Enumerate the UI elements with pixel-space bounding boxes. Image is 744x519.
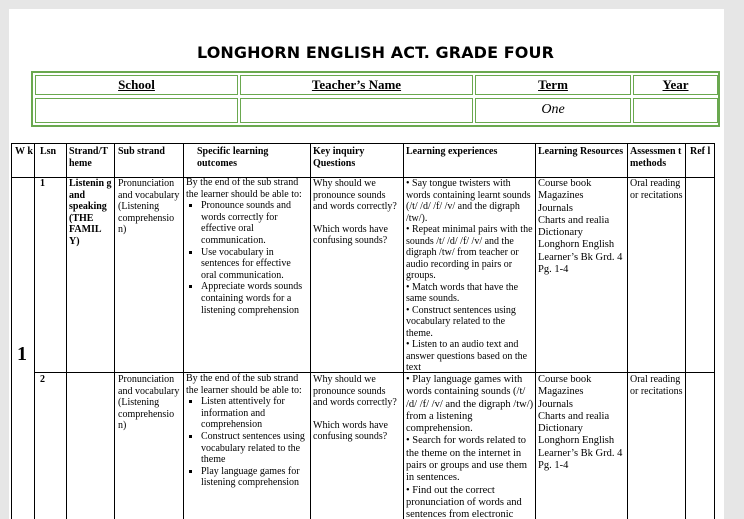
row2-outcome: ▪ Play language games for listening comprehension <box>201 466 308 489</box>
school-value[interactable] <box>35 98 238 123</box>
header-experiences: Learning experiences <box>406 146 498 157</box>
info-table <box>31 71 720 127</box>
document-title: LONGHORN ENGLISH ACT. GRADE FOUR <box>196 43 555 62</box>
row2-resource: Longhorn English Learner’s Bk Grd. 4 Pg. 1-4 <box>538 435 623 472</box>
document-page <box>9 9 724 519</box>
row2-resource: Dictionary <box>538 423 583 435</box>
row2-inquiry <box>313 374 401 443</box>
row2-resource: Journals <box>538 398 573 410</box>
header-week: W k <box>15 146 33 157</box>
row1-outcome: ▪ Pronounce sounds and words correctly for effective oral communication. <box>201 200 308 246</box>
row2-resource: Course book <box>538 374 592 385</box>
row1-resources <box>538 178 626 276</box>
row1-experience: • Repeat minimal pairs with the sounds /t/ /d/ /f/ /v/ and the digraph /tw/ from teacher or audio recording in pairs or groups. <box>406 224 533 281</box>
teacher-name-value[interactable] <box>240 98 473 123</box>
header-sub-strand: Sub strand <box>118 146 165 157</box>
row1-experience: • Construct sentences using vocabulary related to the theme. <box>406 304 516 339</box>
row1-inquiry-q2: Which words have confusing sounds? <box>313 223 388 247</box>
header-strand: Strand/T heme <box>69 146 108 169</box>
row1-resource: Magazines <box>538 190 584 202</box>
row1-lesson: 1 <box>40 178 45 189</box>
header-resources: Learning Resources <box>538 146 624 157</box>
row2-outcome: ▪ Construct sentences using vocabulary related to the theme <box>201 431 308 466</box>
header-outcomes: Specific learning outcomes <box>197 146 269 169</box>
header-assessment: Assessmen t methods <box>630 146 682 169</box>
row1-resource: Charts and realia <box>538 214 610 226</box>
row1-resource: Dictionary <box>538 227 583 239</box>
row2-resources <box>538 374 626 472</box>
term-header: Term <box>475 75 631 95</box>
week-number: 1 <box>17 343 27 365</box>
row1-resource: Journals <box>538 202 573 214</box>
row2-experiences <box>406 374 534 519</box>
row2-experience: • Search for words related to the theme on the internet in pairs or groups and use them in sentences. <box>406 435 528 484</box>
header-lesson: Lsn <box>40 146 57 157</box>
row2-outcomes <box>186 373 308 489</box>
row1-experiences <box>406 178 534 374</box>
row1-outcome: ▪ Appreciate words sounds containing words for a listening comprehension <box>201 281 308 316</box>
row1-outcomes <box>186 177 308 316</box>
row2-assessment: Oral reading or recitations <box>630 374 683 397</box>
row1-outcome: ▪ Use vocabulary in sentences for effective oral communication. <box>201 247 308 282</box>
row1-assessment: Oral reading or recitations <box>630 178 683 201</box>
row2-inquiry-q2: Which words have confusing sounds? <box>313 419 388 443</box>
row1-resource: Longhorn English Learner’s Bk Grd. 4 Pg. 1-4 <box>538 239 623 276</box>
row2-experience: • Find out the correct pronunciation of words and sentences from electronic <box>406 484 522 519</box>
teacher-name-header: Teacher’s Name <box>240 75 473 95</box>
row2-outcomes-intro: By the end of the sub strand the learner should be able to: <box>186 373 302 396</box>
row2-resource: Magazines <box>538 386 584 398</box>
year-header: Year <box>633 75 718 95</box>
row1-inquiry-q1: Why should we pronounce sounds and words correctly? <box>313 178 397 213</box>
header-reflection: Ref l <box>690 146 711 157</box>
row1-sub-strand: Pronunciation and vocabulary (Listening comprehensio n) <box>118 178 180 236</box>
row1-resource: Course book <box>538 178 592 189</box>
row1-inquiry <box>313 178 401 247</box>
header-inquiry: Key inquiry Questions <box>313 146 365 169</box>
row2-sub-strand: Pronunciation and vocabulary (Listening comprehensio n) <box>118 374 180 432</box>
row2-experience: • Play language games with words containing sounds (/t/ /d/ /f/ /v/ and the digraph /tw/) from a listening comprehension. <box>406 374 534 435</box>
term-value[interactable]: One <box>475 98 631 123</box>
row1-outcomes-intro: By the end of the sub strand the learner should be able to: <box>186 177 302 200</box>
school-header: School <box>35 75 238 95</box>
row1-experience: • Say tongue twisters with words containing learnt sounds (/t/ /d/ /f/ /v/ and the digraph /tw/). <box>406 178 531 224</box>
year-value[interactable] <box>633 98 718 123</box>
row2-lesson: 2 <box>40 374 45 385</box>
row1-strand: Listenin g and speaking (THE FAMIL Y) <box>69 178 112 247</box>
row2-resource: Charts and realia <box>538 410 610 422</box>
row1-experience: • Match words that have the same sounds. <box>406 281 519 304</box>
row2-outcome: ▪ Listen attentively for information and comprehension <box>201 396 308 431</box>
row1-experience: • Listen to an audio text and answer questions based on the text <box>406 339 528 373</box>
row2-inquiry-q1: Why should we pronounce sounds and words correctly? <box>313 374 397 409</box>
